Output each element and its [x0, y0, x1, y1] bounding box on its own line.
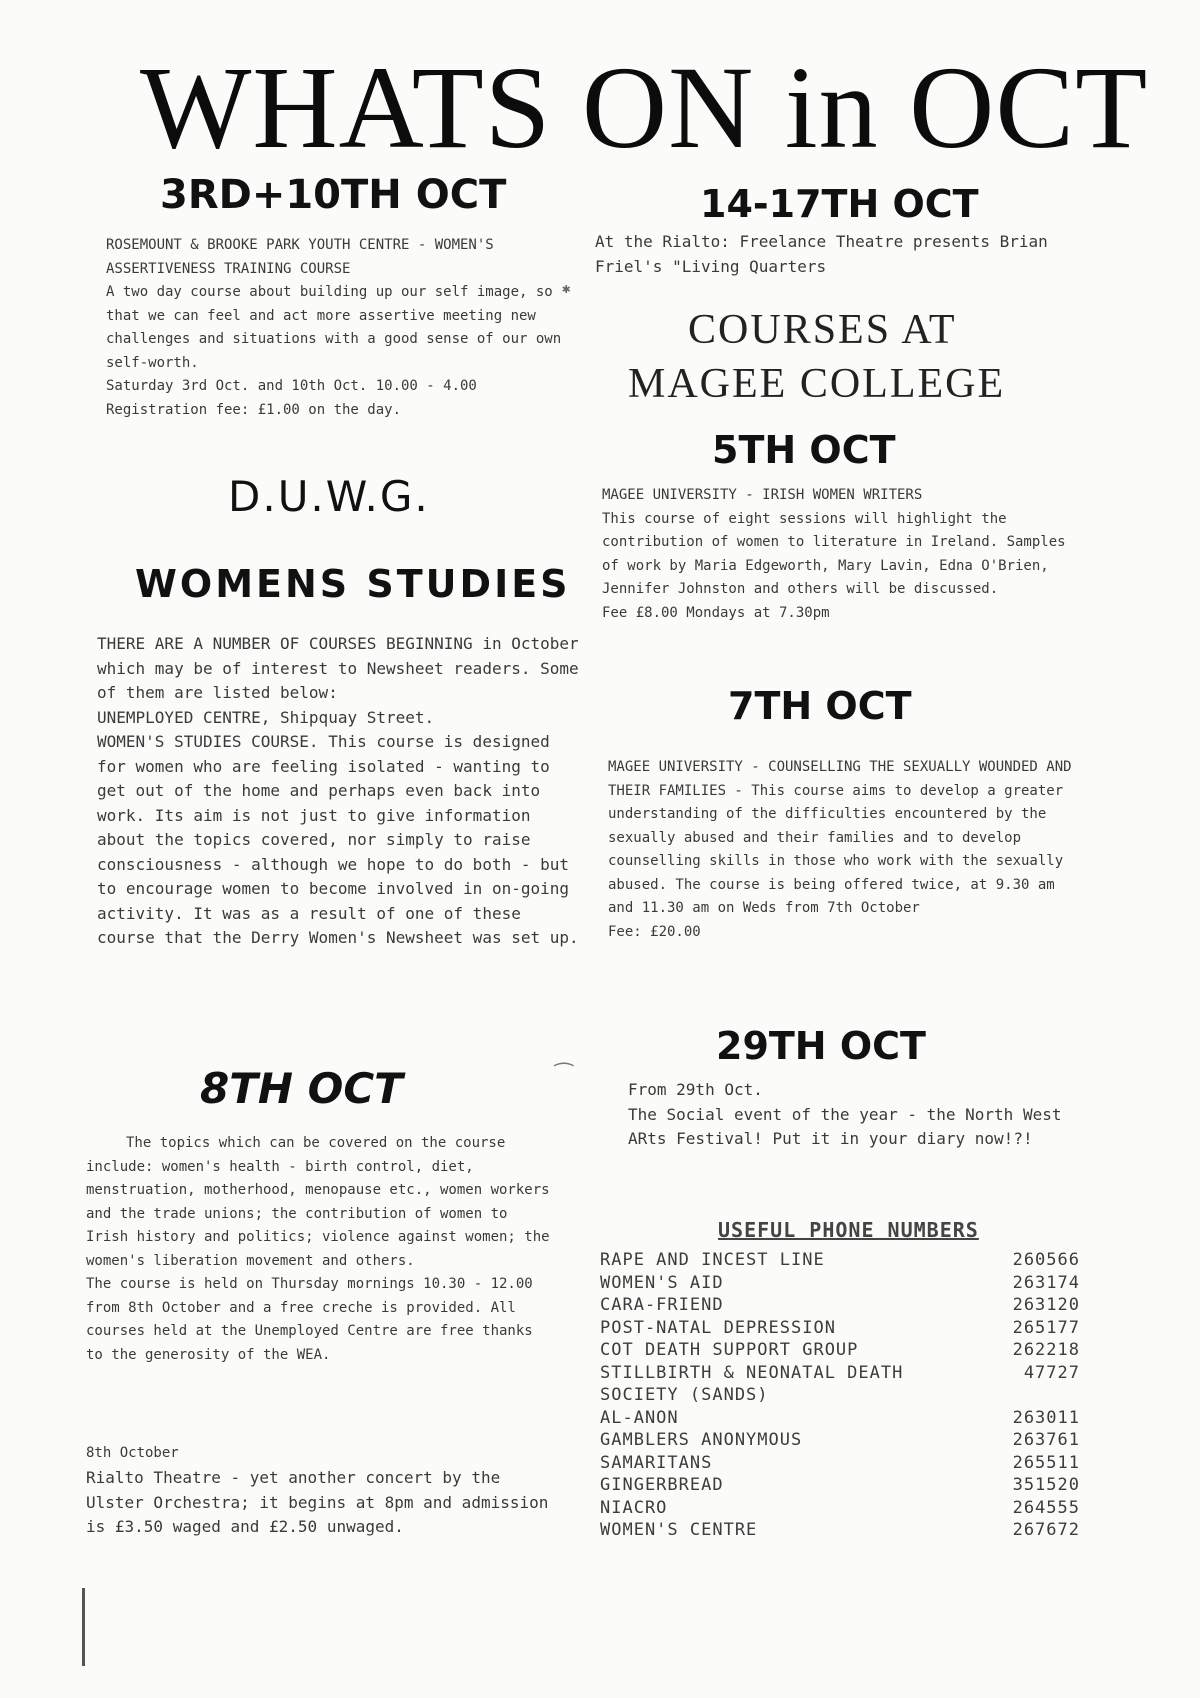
phone-row [600, 1474, 1080, 1497]
heading-courses-at: COURSES AT [688, 307, 957, 353]
phone-service-name: NIACRO [600, 1497, 668, 1518]
phone-service-name: WOMEN'S AID [600, 1272, 724, 1293]
magee-counselling-text: MAGEE UNIVERSITY - COUNSELLING THE SEXUALLY WOUNDED AND THEIR FAMILIES - This course aims to develop a greater understanding of the difficulties encountered by the sexually abused and their families and to develop counselling skills in those who work with the sexually abused. The course is being offered twice, at 9.30 am and 11.30 am on Weds from 7th October Fee: £20.00 [608, 759, 1072, 940]
phone-row [600, 1339, 1080, 1362]
phone-service-name: GAMBLERS ANONYMOUS [600, 1430, 803, 1450]
phone-number: 263120 [1012, 1295, 1080, 1315]
heading-5th-oct: 5TH OCT [712, 428, 896, 472]
heading-3rd-10th-oct: 3RD+10TH OCT [160, 172, 507, 218]
rialto-concert-text: Rialto Theatre - yet another concert by the Ulster Orchestra; it begins at 8pm and admission is £3.50 waged and £2.50 unwaged. [86, 1468, 549, 1536]
phone-number: 263761 [1012, 1430, 1080, 1450]
phone-row [600, 1407, 1080, 1430]
phone-number: 263011 [1012, 1407, 1080, 1428]
festival-text: From 29th Oct. The Social event of the year - the North West ARts Festival! Put it in your diary now!?! [628, 1080, 1062, 1148]
magee-writers-text: MAGEE UNIVERSITY - IRISH WOMEN WRITERS This course of eight sessions will highlight the contribution of women to literature in Ireland. Samples of work by Maria Edgeworth, Mary Lavin, Edna O'Brien, Jennifer Johnston and others will be discussed. Fee £8.00 Mondays at 7.30pm [602, 487, 1066, 621]
heading-magee-college: MAGEE COLLEGE [628, 361, 1006, 407]
phone-row [600, 1317, 1080, 1340]
phone-service-name: GINGERBREAD [600, 1475, 724, 1495]
phone-number: 260566 [1012, 1250, 1080, 1270]
phone-number: 351520 [1012, 1475, 1080, 1495]
phone-row [600, 1362, 1080, 1407]
phone-service-name: CARA-FRIEND [600, 1295, 724, 1315]
phone-service-name: RAPE AND INCEST LINE [600, 1250, 825, 1270]
heading-14-17th-oct: 14-17TH OCT [700, 182, 979, 226]
rialto-date: 8th October [86, 1445, 179, 1461]
margin-line [82, 1588, 85, 1666]
heading-7th-oct: 7TH OCT [728, 684, 912, 728]
courses-intro-text: THERE ARE A NUMBER OF COURSES BEGINNING in October which may be of interest to Newsheet readers. Some of them are listed below: UNEMPLOYED CENTRE, Shipquay Street. WOMEN'S STUDIES COURSE. This course is designed for women who are feeling isolated - wanting to get out of the home and perhaps even back into work. Its aim is not just to give information about the topics covered, nor simply to raise consciousness - although we hope to do both - but to encourage women to become involved in on-going activity. It was as a result of one of these course that the Derry Women's Newsheet was set up. [97, 634, 579, 947]
phone-row [600, 1429, 1080, 1452]
phone-service-name: COT DEATH SUPPORT GROUP [600, 1340, 859, 1360]
phone-row [600, 1452, 1080, 1475]
phone-row [600, 1272, 1080, 1295]
phone-row [600, 1294, 1080, 1317]
phone-service-name: SAMARITANS [600, 1452, 713, 1473]
phone-row [600, 1249, 1080, 1272]
masthead-title: WHATS ON in OCT [140, 42, 1149, 173]
phone-service-name: AL-ANON [600, 1407, 679, 1428]
heading-womens-studies: WOMENS STUDIES [135, 562, 571, 606]
phone-service-name: WOMEN'S CENTRE [600, 1520, 758, 1540]
topics-text: The topics which can be covered on the course include: women's health - birth control, diet, menstruation, motherhood, menopause etc., women workers and the trade unions; the contribution of women to Irish history and politics; violence against women; the women's liberation movement and others. The course is held on Thursday mornings 10.30 - 12.00 from 8th October and a free creche is provided. All courses held at the Unemployed Centre are free thanks to the generosity of the WEA. [86, 1135, 550, 1363]
heading-29th-oct: 29TH OCT [716, 1024, 926, 1068]
phone-number: 264555 [1012, 1497, 1080, 1518]
margin-mark: ✱ [562, 281, 571, 297]
heading-8th-oct: 8TH OCT [200, 1064, 403, 1113]
phone-numbers-title: USEFUL PHONE NUMBERS [718, 1218, 979, 1242]
phone-row [600, 1497, 1080, 1520]
phone-number: 47727 [1023, 1362, 1080, 1383]
margin-scribble: ⁀ [555, 1064, 573, 1089]
heading-duwg: D.U.W.G. [228, 472, 430, 521]
phone-service-name: STILLBIRTH & NEONATAL DEATH SOCIETY (SANDS) [600, 1362, 904, 1405]
phone-number: 265177 [1012, 1317, 1080, 1338]
rosemount-course-text: ROSEMOUNT & BROOKE PARK YOUTH CENTRE - WOMEN'S ASSERTIVENESS TRAINING COURSE A two day course about building up our self image, so that we can feel and act more assertive meeting new challenges and situations with a good sense of our own self-worth. Saturday 3rd Oct. and 10th Oct. 10.00 - 4.00 Registration fee: £1.00 on the day. [106, 237, 562, 418]
phone-service-name: POST-NATAL DEPRESSION [600, 1317, 836, 1338]
phone-number: 263174 [1012, 1272, 1080, 1293]
phone-number: 262218 [1012, 1340, 1080, 1360]
freelance-theatre-text: At the Rialto: Freelance Theatre presents Brian Friel's "Living Quarters [595, 232, 1048, 276]
phone-number: 265511 [1012, 1452, 1080, 1473]
phone-row [600, 1519, 1080, 1542]
phone-number: 267672 [1012, 1520, 1080, 1540]
phone-numbers-list [600, 1249, 1080, 1542]
